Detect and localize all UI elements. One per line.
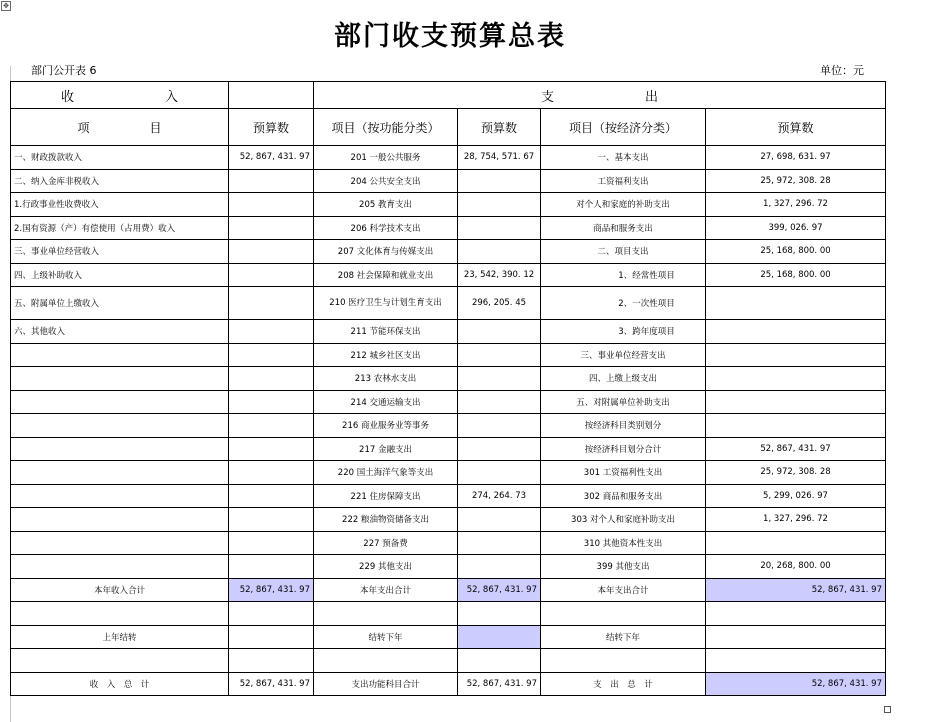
econ-item: 对个人和家庭的补助支出 [541,193,706,217]
func-amount [458,555,541,579]
table-row [11,169,886,193]
econ-amount: 25, 972, 308. 28 [706,169,886,193]
income-amount [229,437,314,461]
expense-grand-total-amount: 52, 867, 431. 97 [706,672,886,696]
func-item: 205 教育支出 [314,193,458,217]
budget-table [10,81,886,696]
table-row [11,146,886,170]
func-item: 208 社会保障和就业支出 [314,263,458,287]
income-item: 一、财政拨款收入 [11,146,229,170]
income-amount [229,414,314,438]
income-item: 五、附属单位上缴收入 [11,287,229,320]
func-amount: 274, 264. 73 [458,484,541,508]
table-row [11,343,886,367]
grand-total-row [11,672,886,696]
func-amount [458,216,541,240]
col-budget-header: 预算数 [458,109,541,146]
econ-amount: 1, 327, 296. 72 [706,193,886,217]
econ-item: 二、项目支出 [541,240,706,264]
func-item: 211 节能环保支出 [314,320,458,344]
econ-amount: 5, 299, 026. 97 [706,484,886,508]
income-year-total-label: 本年收入合计 [11,578,229,602]
func-amount [458,367,541,391]
func-item: 213 农林水支出 [314,367,458,391]
econ-item: 302 商品和服务支出 [541,484,706,508]
table-row [11,367,886,391]
econ-item: 工资福利支出 [541,169,706,193]
func-amount: 296, 205. 45 [458,287,541,320]
econ-item: 商品和服务支出 [541,216,706,240]
form-number-label: 部门公开表 6 [31,64,97,77]
income-item: 六、其他收入 [11,320,229,344]
col-budget-header: 预算数 [706,109,886,146]
table-row [11,240,886,264]
year-total-row [11,578,886,602]
func-amount [458,390,541,414]
econ-amount: 25, 168, 800. 00 [706,263,886,287]
econ-item: 1、经常性项目 [541,263,706,287]
income-amount [229,461,314,485]
income-amount [229,555,314,579]
income-amount [229,193,314,217]
table-row [11,531,886,555]
econ-amount: 399, 026. 97 [706,216,886,240]
econ-amount [706,320,886,344]
income-amount [229,263,314,287]
income-grand-total-label: 收 入 总 计 [11,672,229,696]
col-budget-header: 预算数 [229,109,314,146]
income-amount [229,287,314,320]
income-item: 二、纳入金库非税收入 [11,169,229,193]
income-amount [229,367,314,391]
table-row [11,263,886,287]
econ-amount [706,367,886,391]
prev-balance-label: 上年结转 [11,625,229,649]
carry-forward-label: 结转下年 [314,625,458,649]
income-item: 1.行政事业性收费收入 [11,193,229,217]
income-item [11,437,229,461]
func-amount [458,437,541,461]
income-item [11,461,229,485]
econ-item: 399 其他支出 [541,555,706,579]
income-item [11,484,229,508]
table-row [11,461,886,485]
econ-item: 五、对附属单位补助支出 [541,390,706,414]
func-item: 220 国土海洋气象等支出 [314,461,458,485]
col-item-header: 项 目 [11,109,229,146]
page-title: 部门收支预算总表 [334,21,566,52]
econ-amount: 25, 168, 800. 00 [706,240,886,264]
econ-year-total-amount: 52, 867, 431. 97 [706,578,886,602]
econ-item: 310 其他资本性支出 [541,531,706,555]
econ-item: 2、一次性项目 [541,287,706,320]
table-row [11,437,886,461]
func-item: 216 商业服务业等事务 [314,414,458,438]
econ-item: 一、基本支出 [541,146,706,170]
carry-row [11,625,886,649]
econ-item: 四、上缴上级支出 [541,367,706,391]
table-resize-handle[interactable] [884,706,891,713]
econ-item: 303 对个人和家庭补助支出 [541,508,706,532]
func-amount [458,343,541,367]
income-amount [229,508,314,532]
income-item [11,531,229,555]
func-amount [458,531,541,555]
econ-item: 301 工资福利性支出 [541,461,706,485]
income-item [11,555,229,579]
col-func-header: 项目（按功能分类） [314,109,458,146]
carry-forward-label-econ: 结转下年 [541,625,706,649]
func-item: 229 其他支出 [314,555,458,579]
func-item: 222 粮油物资储备支出 [314,508,458,532]
func-amount [458,169,541,193]
func-amount [458,320,541,344]
func-grand-total-label: 支出功能科目合计 [314,672,458,696]
income-item [11,414,229,438]
func-item: 214 交通运输支出 [314,390,458,414]
func-amount: 23, 542, 390. 12 [458,263,541,287]
income-item: 2.国有资源（产）有偿使用（占用费）收入 [11,216,229,240]
income-amount [229,320,314,344]
income-amount [229,484,314,508]
func-item: 221 住房保障支出 [314,484,458,508]
income-header: 收 入 [11,82,229,109]
table-row [11,484,886,508]
table-row [11,287,886,320]
table-row [11,508,886,532]
econ-amount: 25, 972, 308. 28 [706,461,886,485]
econ-amount [706,390,886,414]
income-amount [229,240,314,264]
move-handle-icon[interactable]: ✥ [1,1,11,11]
func-item: 201 一般公共服务 [314,146,458,170]
func-amount [458,414,541,438]
income-amount [229,531,314,555]
col-econ-header: 项目（按经济分类） [541,109,706,146]
func-amount [458,461,541,485]
carry-forward-amount [458,625,541,649]
econ-item: 三、事业单位经营支出 [541,343,706,367]
expense-year-total-amount: 52, 867, 431. 97 [458,578,541,602]
income-grand-total-amount: 52, 867, 431. 97 [229,672,314,696]
expense-year-total-label: 本年支出合计 [314,578,458,602]
blank-row [11,602,886,626]
func-item: 227 预备费 [314,531,458,555]
func-grand-total-amount: 52, 867, 431. 97 [458,672,541,696]
income-amount [229,343,314,367]
table-row [11,216,886,240]
unit-label: 单位：元 [820,64,864,77]
income-amount [229,390,314,414]
func-item: 217 金融支出 [314,437,458,461]
econ-amount: 1, 327, 296. 72 [706,508,886,532]
blank-row [11,649,886,673]
func-amount [458,240,541,264]
header-blank [229,82,314,109]
header-row-top [11,82,886,109]
table-row [11,555,886,579]
func-amount [458,508,541,532]
econ-item: 按经济科目类别划分 [541,414,706,438]
header-row-columns [11,109,886,146]
table-row [11,390,886,414]
func-item: 204 公共安全支出 [314,169,458,193]
econ-amount [706,414,886,438]
func-item: 212 城乡社区支出 [314,343,458,367]
func-item: 210 医疗卫生与计划生育支出 [314,287,458,320]
table-row [11,193,886,217]
table-row [11,414,886,438]
econ-amount [706,343,886,367]
econ-amount [706,531,886,555]
income-year-total-amount: 52, 867, 431. 97 [229,578,314,602]
func-item: 206 科学技术支出 [314,216,458,240]
econ-amount: 52, 867, 431. 97 [706,437,886,461]
econ-item: 按经济科目划分合计 [541,437,706,461]
income-item: 三、事业单位经营收入 [11,240,229,264]
income-amount: 52, 867, 431. 97 [229,146,314,170]
income-item [11,390,229,414]
func-amount [458,193,541,217]
income-item [11,508,229,532]
table-row [11,320,886,344]
econ-item: 3、跨年度项目 [541,320,706,344]
income-item [11,343,229,367]
income-item [11,367,229,391]
func-item: 207 文化体育与传媒支出 [314,240,458,264]
func-amount: 28, 754, 571. 67 [458,146,541,170]
income-amount [229,169,314,193]
econ-amount: 20, 268, 800. 00 [706,555,886,579]
econ-year-total-label: 本年支出合计 [541,578,706,602]
expense-header: 支 出 [314,82,886,109]
income-amount [229,216,314,240]
econ-amount [706,287,886,320]
econ-amount: 27, 698, 631. 97 [706,146,886,170]
income-item: 四、上级补助收入 [11,263,229,287]
expense-grand-total-label: 支 出 总 计 [541,672,706,696]
